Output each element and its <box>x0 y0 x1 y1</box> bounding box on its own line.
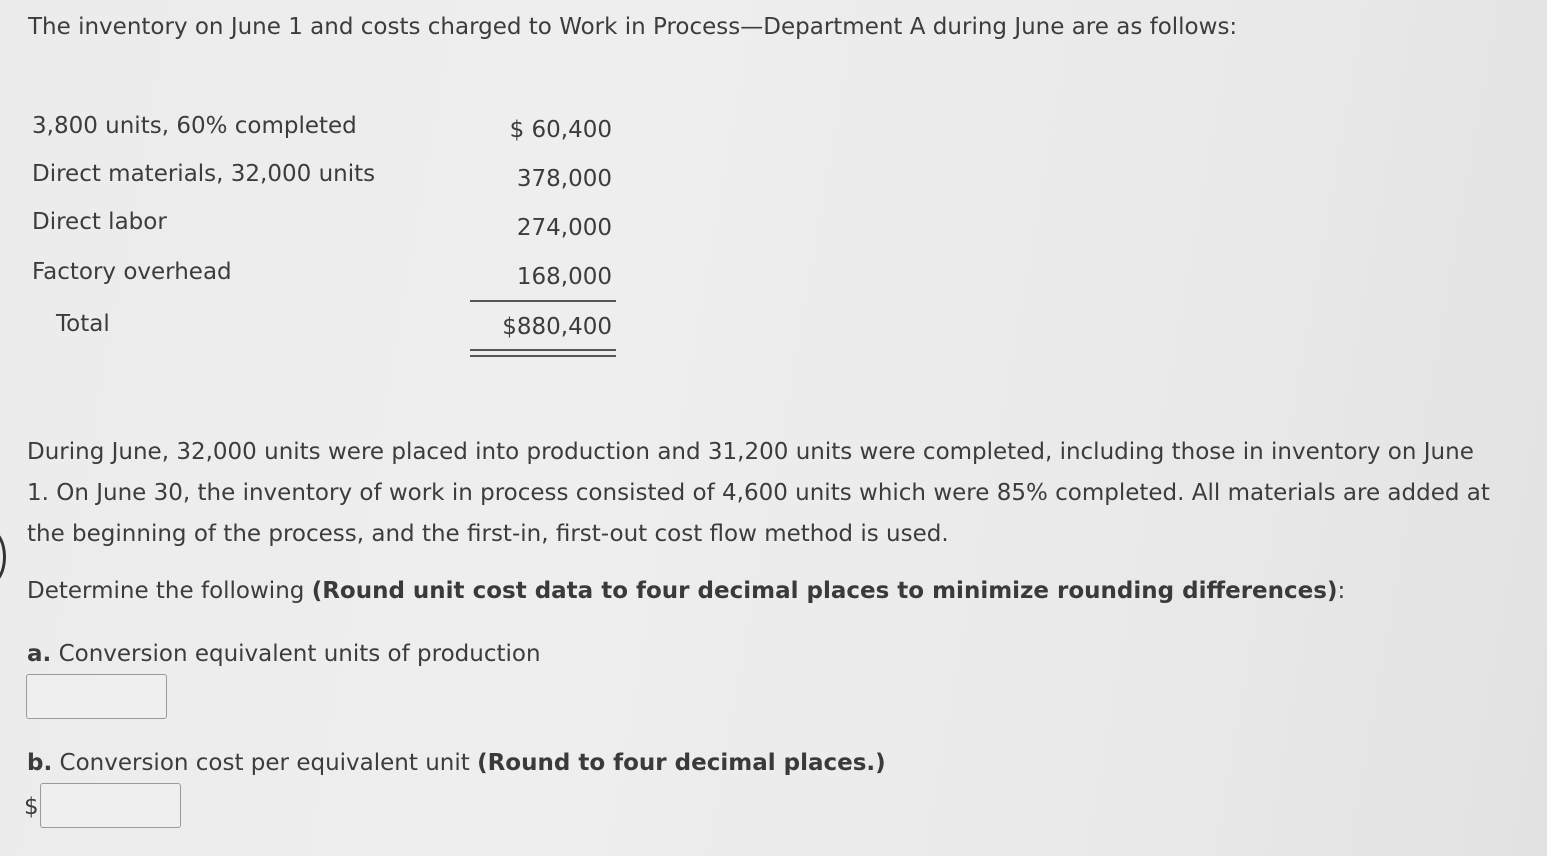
table-row-value: $ 60,400 <box>509 117 612 143</box>
question-b-label <box>27 750 886 776</box>
question-a-label <box>27 641 541 667</box>
question-a-letter: a. <box>27 641 52 667</box>
paragraph-line: 1. On June 30, the inventory of work in process consisted of 4,600 units which were 85% completed. All materials are added at <box>27 480 1490 506</box>
table-row-value: 378,000 <box>516 166 612 192</box>
problem-intro: The inventory on June 1 and costs charged to Work in Process—Department A during June are as follows: <box>28 14 1238 40</box>
determine-suffix: : <box>1337 578 1346 604</box>
total-label: Total <box>56 311 110 337</box>
subtotal-rule <box>470 300 616 302</box>
question-a-text: Conversion equivalent units of production <box>51 641 541 667</box>
question-b-rounding-note: (Round to four decimal places.) <box>477 750 886 776</box>
currency-symbol: $ <box>24 794 39 820</box>
equivalent-units-input[interactable] <box>26 674 167 719</box>
table-row-label: 3,800 units, 60% completed <box>32 113 357 139</box>
question-b-letter: b. <box>27 750 53 776</box>
table-row-value: 274,000 <box>516 215 612 241</box>
paragraph-line: the beginning of the process, and the first-in, first-out cost flow method is used. <box>27 521 949 547</box>
table-row-label: Factory overhead <box>32 259 232 285</box>
determine-rounding-note: (Round unit cost data to four decimal places to minimize rounding differences) <box>311 578 1338 604</box>
total-double-rule <box>470 349 616 357</box>
total-value: $880,400 <box>502 314 612 340</box>
question-b-text: Conversion cost per equivalent unit <box>52 750 478 776</box>
problem-paragraph <box>27 432 1547 555</box>
table-row-label: Direct materials, 32,000 units <box>32 161 376 187</box>
radio-button-edge[interactable] <box>0 530 6 584</box>
paragraph-line: During June, 32,000 units were placed into production and 31,200 units were completed, including those in inventory on June <box>27 439 1474 465</box>
table-row-value: 168,000 <box>516 264 612 290</box>
table-row-label: Direct labor <box>32 209 167 235</box>
determine-instruction <box>27 578 1345 604</box>
conversion-cost-input[interactable] <box>40 783 181 828</box>
determine-prefix: Determine the following <box>27 578 312 604</box>
